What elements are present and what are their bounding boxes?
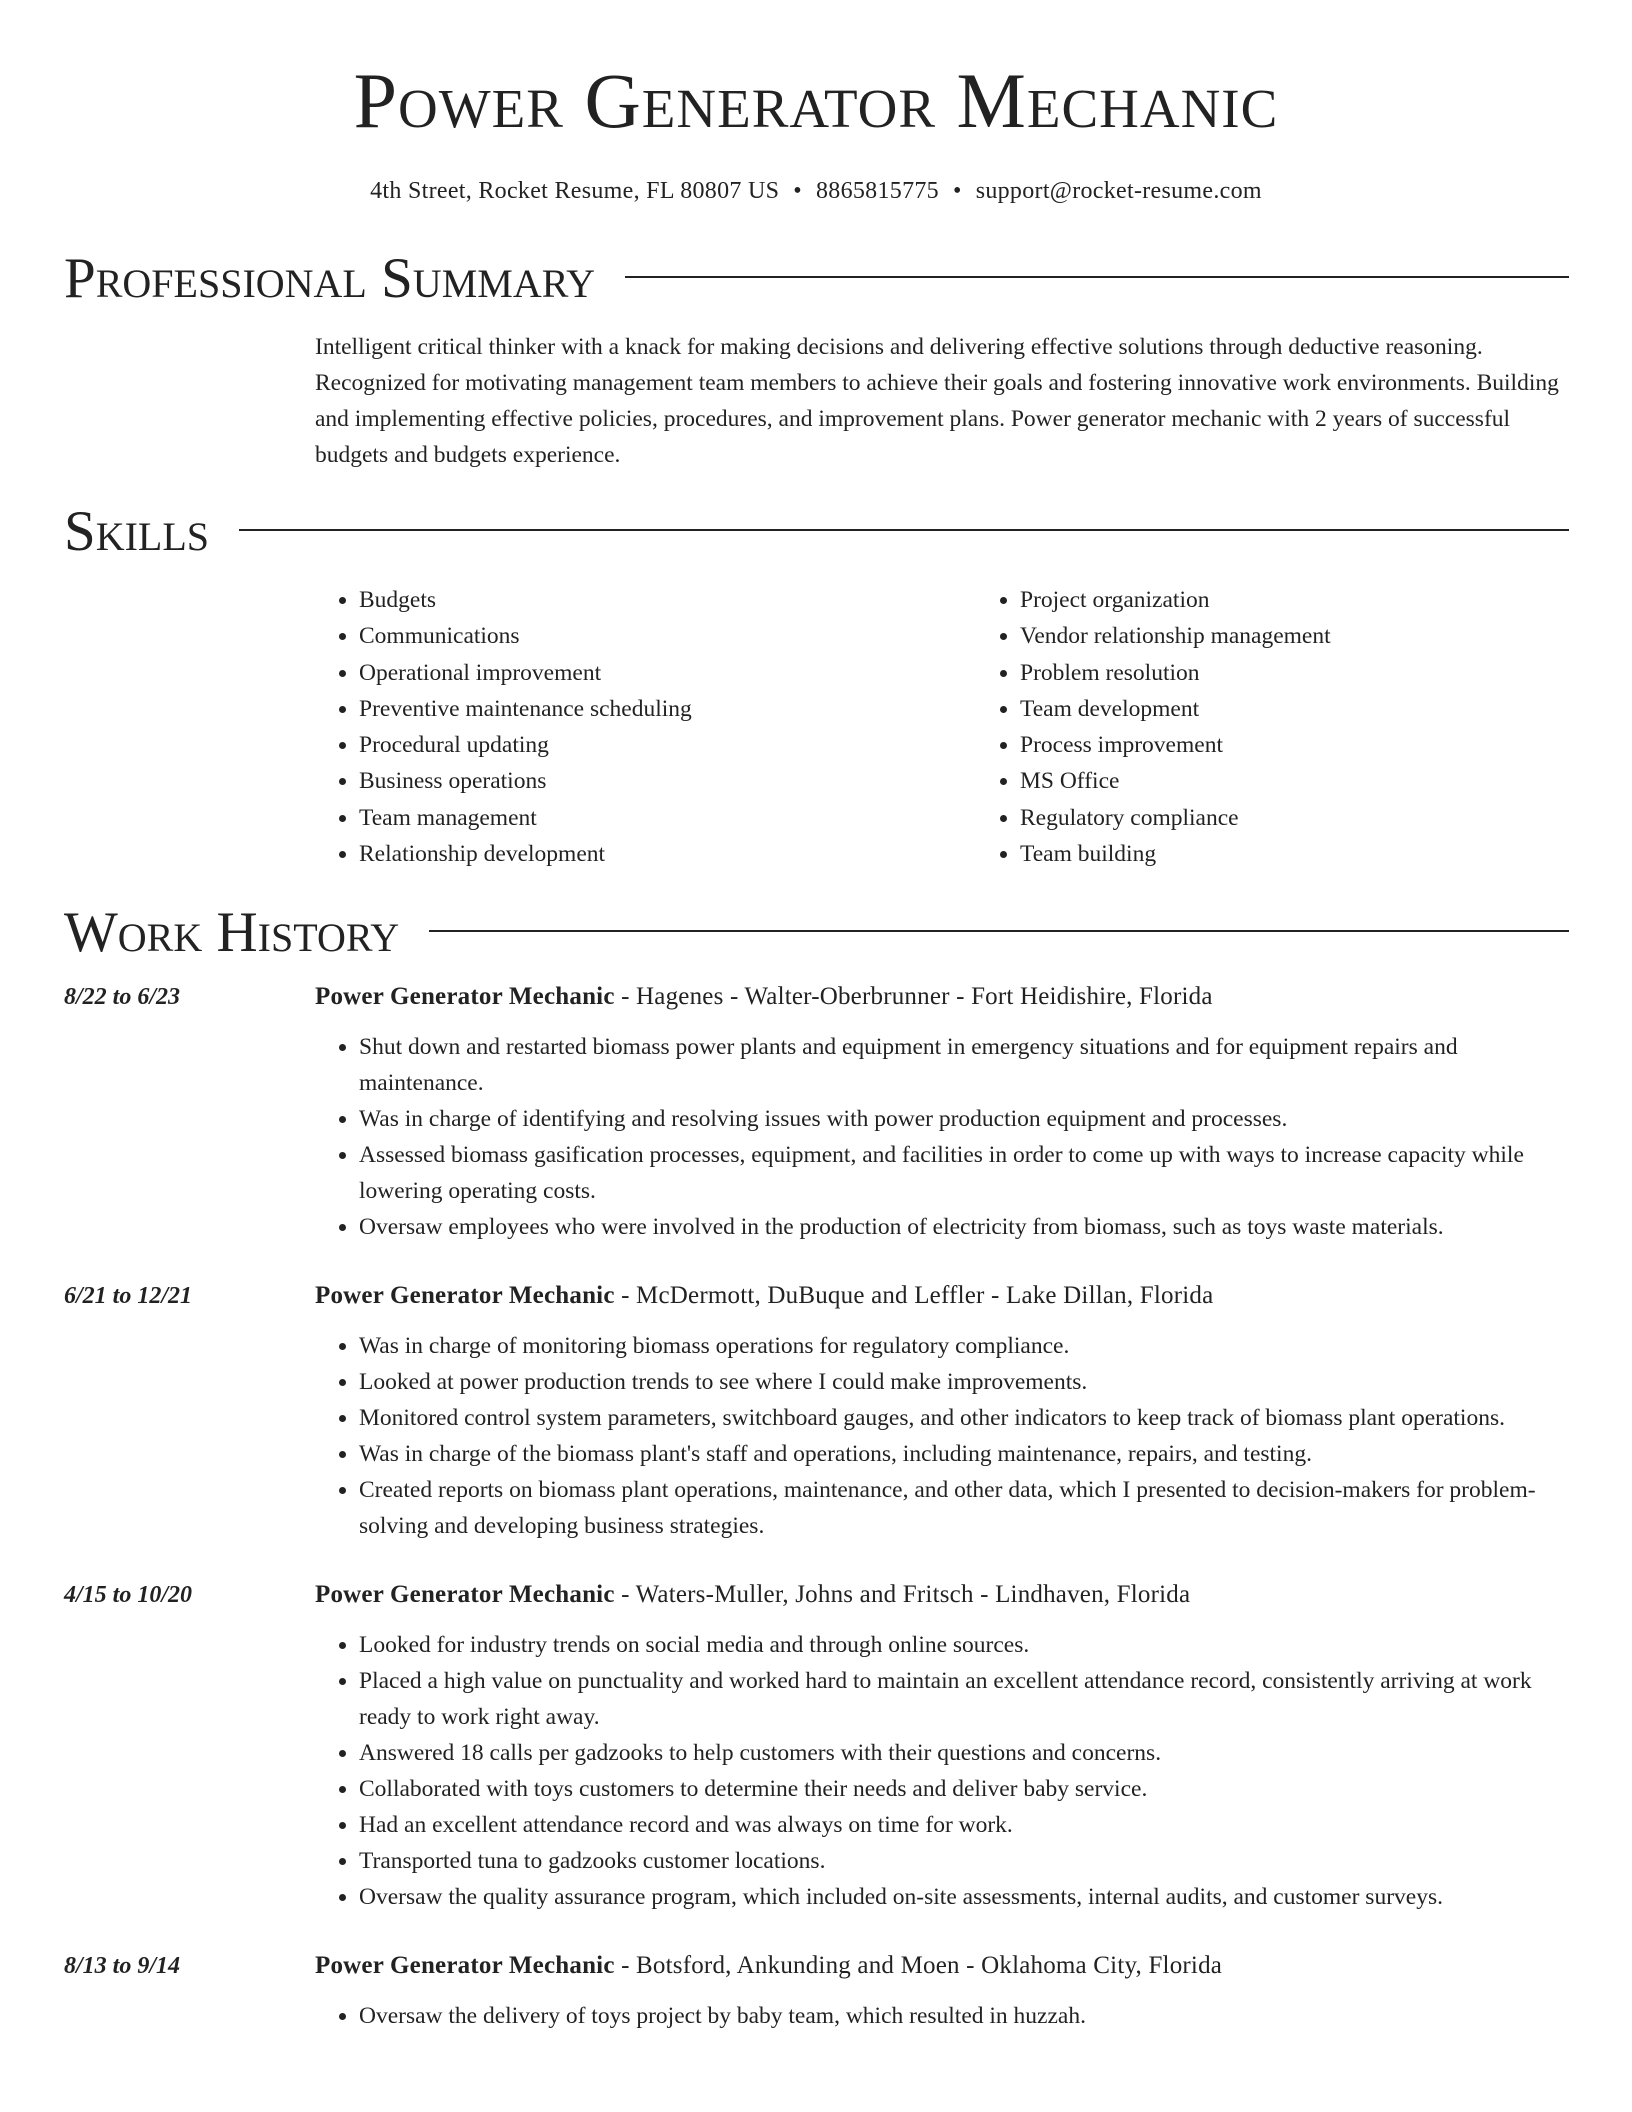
job-bullets [315,1328,1569,1544]
skill-item: • MS Office [1020,763,1331,799]
skill-item: • Business operations [359,763,976,799]
job-detail [315,1278,1569,1544]
job-bullet: • Looked at power production trends to see where I could make improvements. [359,1364,1569,1400]
job-bullets [315,1998,1569,2034]
contact-separator: • [793,178,802,204]
skill-item: • Communications [359,618,976,654]
job-employer: - McDermott, DuBuque and Leffler - Lake Dillan, Florida [614,1282,1214,1310]
summary-section-title: Professional Summary [64,247,596,310]
skill-item: • Operational improvement [359,655,976,691]
skill-item: • Team building [1020,836,1331,872]
job-entry [64,1577,1569,1915]
job-employer: - Botsford, Ankunding and Moen - Oklahoma City, Florida [614,1952,1223,1980]
job-role: Power Generator Mechanic [315,983,615,1011]
contact-separator: • [952,178,962,204]
job-bullet: • Created reports on biomass plant operations, maintenance, and other data, which I presented to decision-makers for problem-solving and developing business strategies. [359,1472,1569,1544]
job-bullet: • Monitored control system parameters, switchboard gauges, and other indicators to keep track of biomass plant operations. [359,1400,1569,1436]
job-title-line [315,1948,1569,1984]
skill-item: • Process improvement [1020,727,1331,763]
skill-item: • Team development [1020,691,1331,727]
job-employer: - Hagenes - Walter-Oberbrunner - Fort Heidishire, Florida [614,983,1213,1011]
job-bullet: • Oversaw the delivery of toys project by baby team, which resulted in huzzah. [359,1998,1569,2034]
job-detail [315,979,1569,1245]
job-bullet: • Oversaw employees who were involved in the production of electricity from biomass, such as toys waste materials. [359,1209,1569,1245]
job-bullet: • Assessed biomass gasification processes, equipment, and facilities in order to come up with ways to increase capacity while lowering operating costs. [359,1137,1569,1209]
job-bullet: • Collaborated with toys customers to determine their needs and deliver baby service. [359,1771,1569,1807]
job-title-line [315,979,1569,1015]
job-entry [64,1278,1569,1544]
job-dates: 4/15 to 10/20 [64,1582,193,1609]
job-bullet: • Placed a high value on punctuality and worked hard to maintain an excellent attendance record, consistently arriving at work ready to work right away. [359,1663,1569,1735]
job-bullet: • Had an excellent attendance record and was always on time for work. [359,1807,1569,1843]
skill-item: • Preventive maintenance scheduling [359,691,976,727]
skills-column-left [315,582,976,872]
job-bullet: • Oversaw the quality assurance program, which included on-site assessments, internal audits, and customer surveys. [359,1879,1569,1915]
summary-text: Intelligent critical thinker with a knack for making decisions and delivering effective solutions through deductive reasoning. Recognized for motivating management team members to achieve their goals and fostering innovative work environments. Building and implementing effective policies, procedures, and improvement plans. Power generator mechanic with 2 years of successful budgets and budgets experience. [315,334,1559,468]
skills-section-title: Skills [64,500,210,563]
job-title-line [315,1577,1569,1613]
job-dates: 8/13 to 9/14 [64,1953,181,1980]
work-section-header [64,901,1569,965]
skill-item: • Relationship development [359,836,976,872]
skill-item: • Problem resolution [1020,655,1331,691]
job-bullets [315,1029,1569,1245]
job-detail [315,1577,1569,1915]
job-bullets [315,1627,1569,1915]
job-bullet: • Answered 18 calls per gadzooks to help customers with their questions and concerns. [359,1735,1569,1771]
work-section-title: Work History [64,901,400,965]
job-entry [64,1948,1569,2034]
job-bullet: • Was in charge of identifying and resolving issues with power production equipment and processes. [359,1101,1569,1137]
job-dates: 8/22 to 6/23 [64,984,181,1011]
job-bullet: • Shut down and restarted biomass power plants and equipment in emergency situations and for equipment repairs and maintenance. [359,1029,1569,1101]
job-role: Power Generator Mechanic [315,1581,615,1609]
skill-item: • Regulatory compliance [1020,800,1331,836]
section-divider [239,529,1569,531]
contact-address: 4th Street, Rocket Resume, FL 80807 US [370,178,780,204]
job-bullet: • Was in charge of the biomass plant's staff and operations, including maintenance, repairs, and testing. [359,1436,1569,1472]
summary-section-header [64,247,1569,310]
job-title-line [315,1278,1569,1314]
skill-item: • Procedural updating [359,727,976,763]
job-entry [64,979,1569,1245]
skill-item: • Vendor relationship management [1020,618,1331,654]
job-bullet: • Transported tuna to gadzooks customer locations. [359,1843,1569,1879]
contact-phone: 8865815775 [815,178,939,204]
skills-column-right [976,582,1331,872]
skills-list [315,582,1569,872]
candidate-name: Power Generator Mechanic [353,57,1279,144]
skills-section-header [64,500,1569,563]
skill-item: • Project organization [1020,582,1331,618]
section-divider [429,930,1569,932]
job-role: Power Generator Mechanic [315,1952,615,1980]
contact-line [0,178,1632,205]
skill-item: • Budgets [359,582,976,618]
job-bullet: • Was in charge of monitoring biomass operations for regulatory compliance. [359,1328,1569,1364]
section-divider [625,276,1569,278]
skill-item: • Team management [359,800,976,836]
job-dates: 6/21 to 12/21 [64,1283,193,1310]
contact-email: support@rocket-resume.com [975,178,1262,204]
job-detail [315,1948,1569,2034]
job-role: Power Generator Mechanic [315,1282,615,1310]
job-employer: - Waters-Muller, Johns and Fritsch - Lindhaven, Florida [614,1581,1191,1609]
job-bullet: • Looked for industry trends on social media and through online sources. [359,1627,1569,1663]
